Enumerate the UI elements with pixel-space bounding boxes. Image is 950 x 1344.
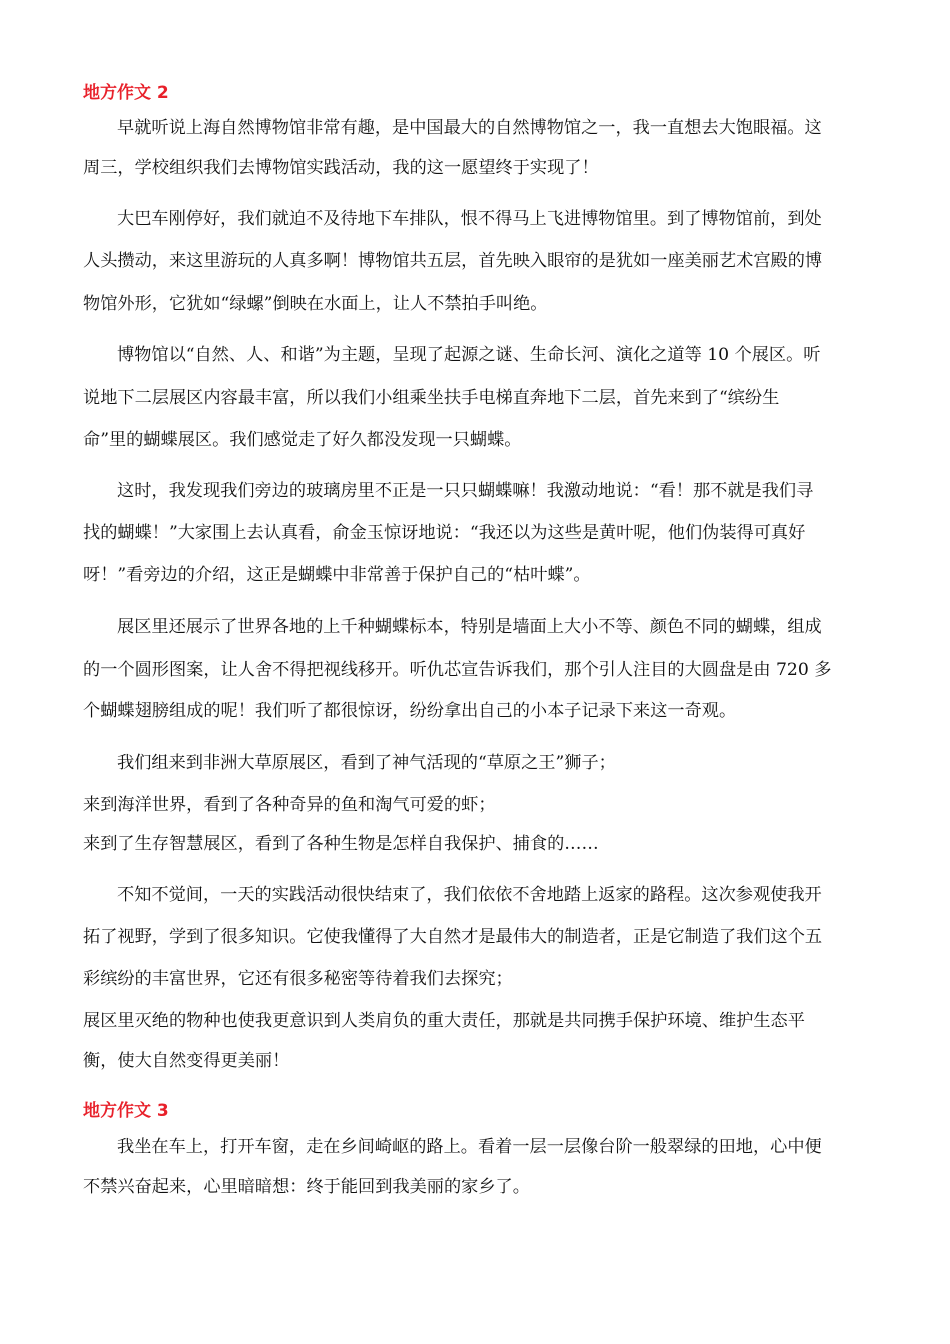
text-line: 周三，学校组织我们去博物馆实践活动，我的这一愿望终于实现了！ [83, 158, 599, 178]
text-line: 不禁兴奋起来，心里暗暗想：终于能回到我美丽的家乡了。 [83, 1177, 530, 1197]
text-line: 展区里还展示了世界各地的上千种蝴蝶标本，特别是墙面上大小不等、颜色不同的蝴蝶，组成 [117, 617, 822, 637]
text-line: 命”里的蝴蝶展区。我们感觉走了好久都没发现一只蝴蝶。 [83, 430, 522, 450]
text-line: 博物馆以“自然、人、和谐”为主题，呈现了起源之谜、生命长河、演化之道等 10 个展区。听 [117, 345, 821, 365]
section-heading: 地方作文 3 [83, 1101, 169, 1121]
text-line: 来到海洋世界，看到了各种奇异的鱼和淘气可爱的虾； [83, 795, 496, 815]
text-line: 找的蝴蝶！”大家围上去认真看，俞金玉惊讶地说：“我还以为这些是黄叶呢，他们伪装得可真好 [83, 523, 806, 543]
text-line: 早就听说上海自然博物馆非常有趣，是中国最大的自然博物馆之一，我一直想去大饱眼福。这 [117, 118, 822, 138]
text-line: 人头攒动，来这里游玩的人真多啊！博物馆共五层，首先映入眼帘的是犹如一座美丽艺术宫殿的博 [83, 251, 823, 271]
text-line: 不知不觉间，一天的实践活动很快结束了，我们依依不舍地踏上返家的路程。这次参观使我开 [117, 885, 822, 905]
text-line: 拓了视野，学到了很多知识。它使我懂得了大自然才是最伟大的制造者，正是它制造了我们这个五 [83, 927, 823, 947]
text-line: 这时，我发现我们旁边的玻璃房里不正是一只只蝴蝶嘛！我激动地说：“看！那不就是我们寻 [117, 481, 814, 501]
text-line: 我们组来到非洲大草原展区，看到了神气活现的“草原之王”狮子； [117, 753, 616, 773]
text-line: 物馆外形，它犹如“绿螺”倒映在水面上，让人不禁拍手叫绝。 [83, 294, 548, 314]
text-line: 衡，使大自然变得更美丽！ [83, 1051, 290, 1071]
text-line: 个蝴蝶翅膀组成的呢！我们听了都很惊讶，纷纷拿出自己的小本子记录下来这一奇观。 [83, 701, 737, 721]
section-heading: 地方作文 2 [83, 83, 169, 103]
text-line: 的一个圆形图案，让人舍不得把视线移开。听仇芯宣告诉我们，那个引人注目的大圆盘是由 720 多 [83, 660, 832, 680]
text-line: 大巴车刚停好，我们就迫不及待地下车排队，恨不得马上飞进博物馆里。到了博物馆前，到处 [117, 209, 822, 229]
text-line: 彩缤纷的丰富世界，它还有很多秘密等待着我们去探究； [83, 969, 513, 989]
text-line: 来到了生存智慧展区，看到了各种生物是怎样自我保护、捕食的…… [83, 834, 599, 854]
text-line: 展区里灭绝的物种也使我更意识到人类肩负的重大责任，那就是共同携手保护环境、维护生态平 [83, 1011, 805, 1031]
text-line: 说地下二层展区内容最丰富，所以我们小组乘坐扶手电梯直奔地下二层，首先来到了“缤纷生 [83, 388, 780, 408]
text-line: 呀！”看旁边的介绍，这正是蝴蝶中非常善于保护自己的“枯叶蝶”。 [83, 565, 591, 585]
text-line: 我坐在车上，打开车窗，走在乡间崎岖的路上。看着一层一层像台阶一般翠绿的田地，心中便 [117, 1137, 822, 1157]
